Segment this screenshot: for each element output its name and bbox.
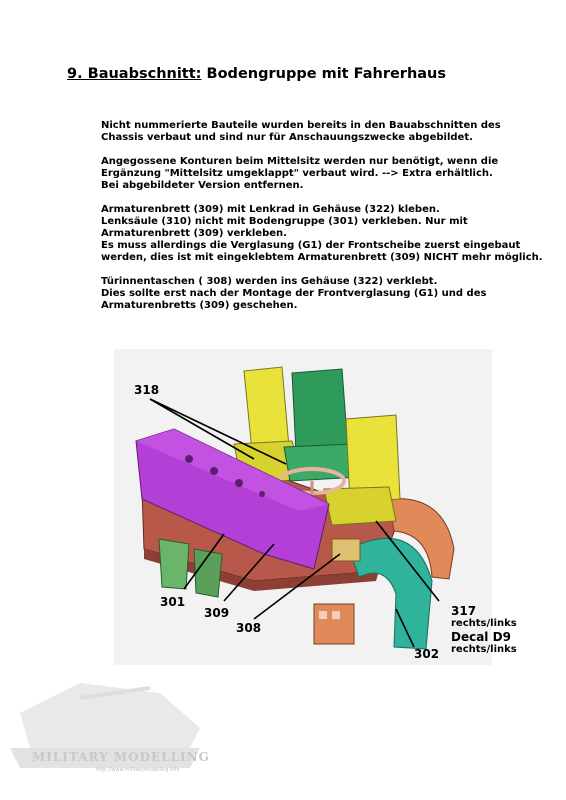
step-box: [314, 604, 354, 644]
text-line: Armaturenbrett (309) verkleben.: [101, 228, 287, 239]
paragraph-middle-seat: [101, 156, 541, 192]
paragraph-unnumbered-parts: [101, 120, 541, 144]
text-line: Armaturenbrett (309) mit Lenkrad in Gehäuse (322) kleben.: [101, 204, 440, 215]
text-line: Chassis verbaut und sind nur für Anschauungszwecke abgebildet.: [101, 132, 473, 143]
seat-right-cushion: [324, 487, 396, 525]
text-line: Es muss allerdings die Verglasung (G1) der Frontscheibe zuerst eingebaut: [101, 240, 521, 251]
seat-left-back: [244, 367, 289, 451]
text-line: Dies sollte erst nach der Montage der Frontverglasung (G1) und des: [101, 288, 487, 299]
paragraph-door-pockets: [101, 276, 541, 312]
section-heading: [67, 66, 446, 82]
callout-302: 302: [414, 647, 440, 661]
callout-317-side: rechts/links: [451, 618, 517, 629]
watermark-title: MILITARY MODELLING: [32, 750, 210, 764]
callout-309: 309: [204, 606, 230, 620]
frame-leg-left: [159, 539, 189, 589]
paragraph-dashboard: [101, 204, 541, 264]
text-line: Nicht nummerierte Bauteile wurden bereits in den Bauabschnitten des: [101, 120, 501, 131]
callout-318: 318: [134, 383, 160, 397]
callout-301: 301: [160, 595, 186, 609]
section-prefix: 9. Bauabschnitt:: [67, 66, 202, 82]
text-line: werden, dies ist mit eingeklebtem Armaturenbrett (309) NICHT mehr möglich.: [101, 252, 543, 263]
assembly-illustration: [114, 349, 492, 665]
callout-decal-side: rechts/links: [451, 644, 517, 655]
text-line: Ergänzung "Mittelsitz umgeklappt" verbaut wird. --> Extra erhältlich.: [101, 168, 493, 179]
section-title: Bodengruppe mit Fahrerhaus: [206, 66, 447, 82]
callout-308: 308: [236, 621, 262, 635]
watermark-url: http://www.militarymodelling.info: [96, 767, 180, 773]
text-line: Lenksäule (310) nicht mit Bodengruppe (301) verkleben. Nur mit: [101, 216, 468, 227]
assembly-drawing: [114, 349, 492, 665]
front-fender-317: [349, 538, 432, 649]
callout-decal: Decal D9: [451, 630, 511, 644]
seat-middle-back: [292, 369, 348, 453]
text-line: Angegossene Konturen beim Mittelsitz werden nur benötigt, wenn die: [101, 156, 499, 167]
text-line: Bei abgebildeter Version entfernen.: [101, 180, 304, 191]
instructions-text: [101, 120, 541, 324]
text-line: Türinnentaschen ( 308) werden ins Gehäuse (322) verklebt.: [101, 276, 438, 287]
callout-317: 317: [451, 604, 477, 618]
text-line: Armaturenbretts (309) geschehen.: [101, 300, 298, 311]
